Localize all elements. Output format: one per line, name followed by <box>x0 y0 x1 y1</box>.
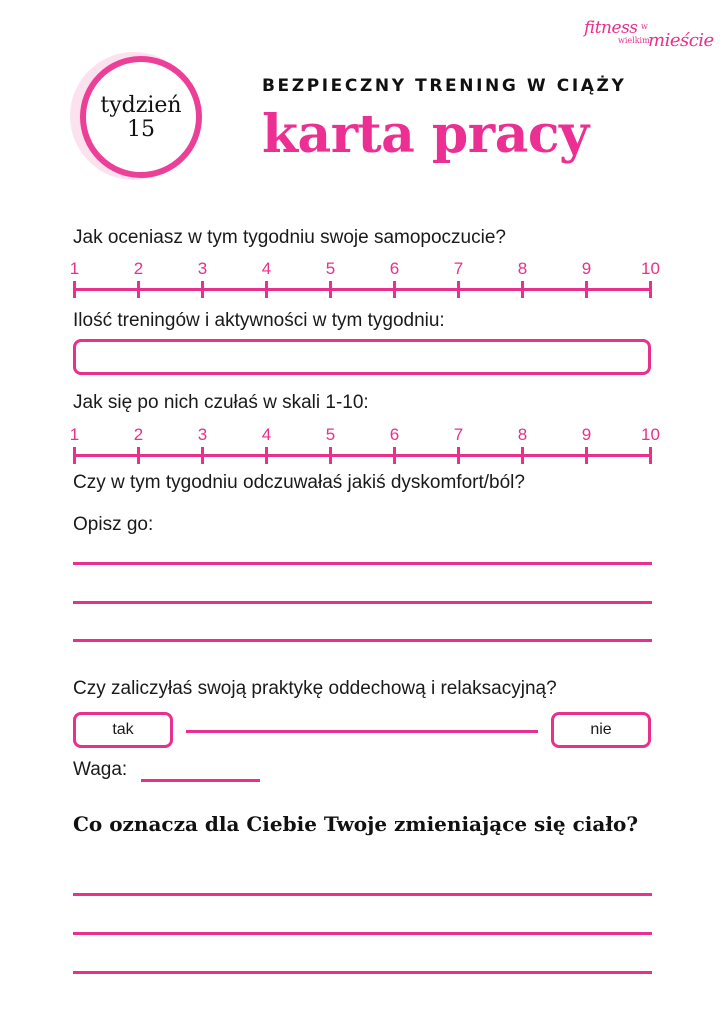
scale-label-4: 4 <box>261 425 272 444</box>
scale-axis-line <box>73 454 652 457</box>
scale-label-10: 10 <box>641 425 660 444</box>
scale-label-3: 3 <box>197 259 208 278</box>
answer-line-2[interactable] <box>73 932 652 935</box>
question-feeling-scale: Jak się po nich czułaś w skali 1-10: <box>73 392 369 413</box>
question-wellbeing: Jak oceniasz w tym tygodniu swoje samopoczucie? <box>73 227 506 248</box>
scale-tick-9[interactable] <box>585 281 588 298</box>
scale-label-5: 5 <box>325 425 336 444</box>
yes-no-divider-line <box>186 730 538 733</box>
scale-tick-6[interactable] <box>393 281 396 298</box>
scale-label-7: 7 <box>453 259 464 278</box>
scale-tick-10[interactable] <box>649 281 652 298</box>
scale-label-2: 2 <box>133 425 144 444</box>
scale-label-7: 7 <box>453 425 464 444</box>
feeling-scale[interactable] <box>69 425 660 467</box>
answer-line-1[interactable] <box>73 893 652 896</box>
scale-label-9: 9 <box>581 425 592 444</box>
question-training-count: Ilość treningów i aktywności w tym tygodniu: <box>73 310 445 331</box>
scale-label-3: 3 <box>197 425 208 444</box>
scale-tick-3[interactable] <box>201 281 204 298</box>
describe-line-2[interactable] <box>73 601 652 604</box>
weight-label: Waga: <box>73 759 128 780</box>
brand-logo <box>584 16 714 56</box>
scale-label-9: 9 <box>581 259 592 278</box>
scale-tick-7[interactable] <box>457 281 460 298</box>
describe-label: Opisz go: <box>73 514 154 535</box>
scale-tick-4[interactable] <box>265 281 268 298</box>
describe-line-1[interactable] <box>73 562 652 565</box>
scale-tick-8[interactable] <box>521 281 524 298</box>
describe-line-3[interactable] <box>73 639 652 642</box>
scale-label-1: 1 <box>69 425 80 444</box>
scale-tick-6[interactable] <box>393 447 396 464</box>
scale-label-8: 8 <box>517 425 528 444</box>
page-subtitle: BEZPIECZNY TRENING W CIĄŻY <box>262 76 627 96</box>
scale-label-1: 1 <box>69 259 80 278</box>
yes-button[interactable]: tak <box>73 712 173 748</box>
question-changing-body: Co oznacza dla Ciebie Twoje zmieniające się ciało? <box>73 812 639 836</box>
scale-tick-1[interactable] <box>73 447 76 464</box>
logo-text-miescie: mieście <box>648 30 714 51</box>
scale-tick-1[interactable] <box>73 281 76 298</box>
scale-label-5: 5 <box>325 259 336 278</box>
scale-label-6: 6 <box>389 425 400 444</box>
week-number: 15 <box>127 117 155 142</box>
page-title: karta pracy <box>262 104 589 165</box>
scale-label-2: 2 <box>133 259 144 278</box>
weight-input-line[interactable] <box>141 779 260 782</box>
scale-tick-7[interactable] <box>457 447 460 464</box>
logo-text-fitness: fitness <box>584 18 638 38</box>
wellbeing-scale[interactable] <box>69 259 660 301</box>
scale-label-6: 6 <box>389 259 400 278</box>
no-button[interactable]: nie <box>551 712 651 748</box>
scale-tick-5[interactable] <box>329 281 332 298</box>
logo-text-w: w <box>641 22 648 31</box>
question-discomfort: Czy w tym tygodniu odczuwałaś jakiś dyskomfort/ból? <box>73 472 525 493</box>
question-breathing-practice: Czy zaliczyłaś swoją praktykę oddechową i relaksacyjną? <box>73 678 557 699</box>
scale-tick-8[interactable] <box>521 447 524 464</box>
scale-tick-4[interactable] <box>265 447 268 464</box>
scale-label-10: 10 <box>641 259 660 278</box>
scale-tick-5[interactable] <box>329 447 332 464</box>
week-label: tydzień <box>100 93 182 118</box>
scale-tick-2[interactable] <box>137 281 140 298</box>
scale-tick-2[interactable] <box>137 447 140 464</box>
scale-tick-10[interactable] <box>649 447 652 464</box>
training-count-input[interactable] <box>73 339 651 375</box>
answer-line-3[interactable] <box>73 971 652 974</box>
scale-tick-3[interactable] <box>201 447 204 464</box>
logo-text-wielkim: wielkim <box>618 36 650 45</box>
scale-label-8: 8 <box>517 259 528 278</box>
scale-tick-9[interactable] <box>585 447 588 464</box>
week-badge-text <box>80 94 202 142</box>
scale-label-4: 4 <box>261 259 272 278</box>
scale-axis-line <box>73 288 652 291</box>
